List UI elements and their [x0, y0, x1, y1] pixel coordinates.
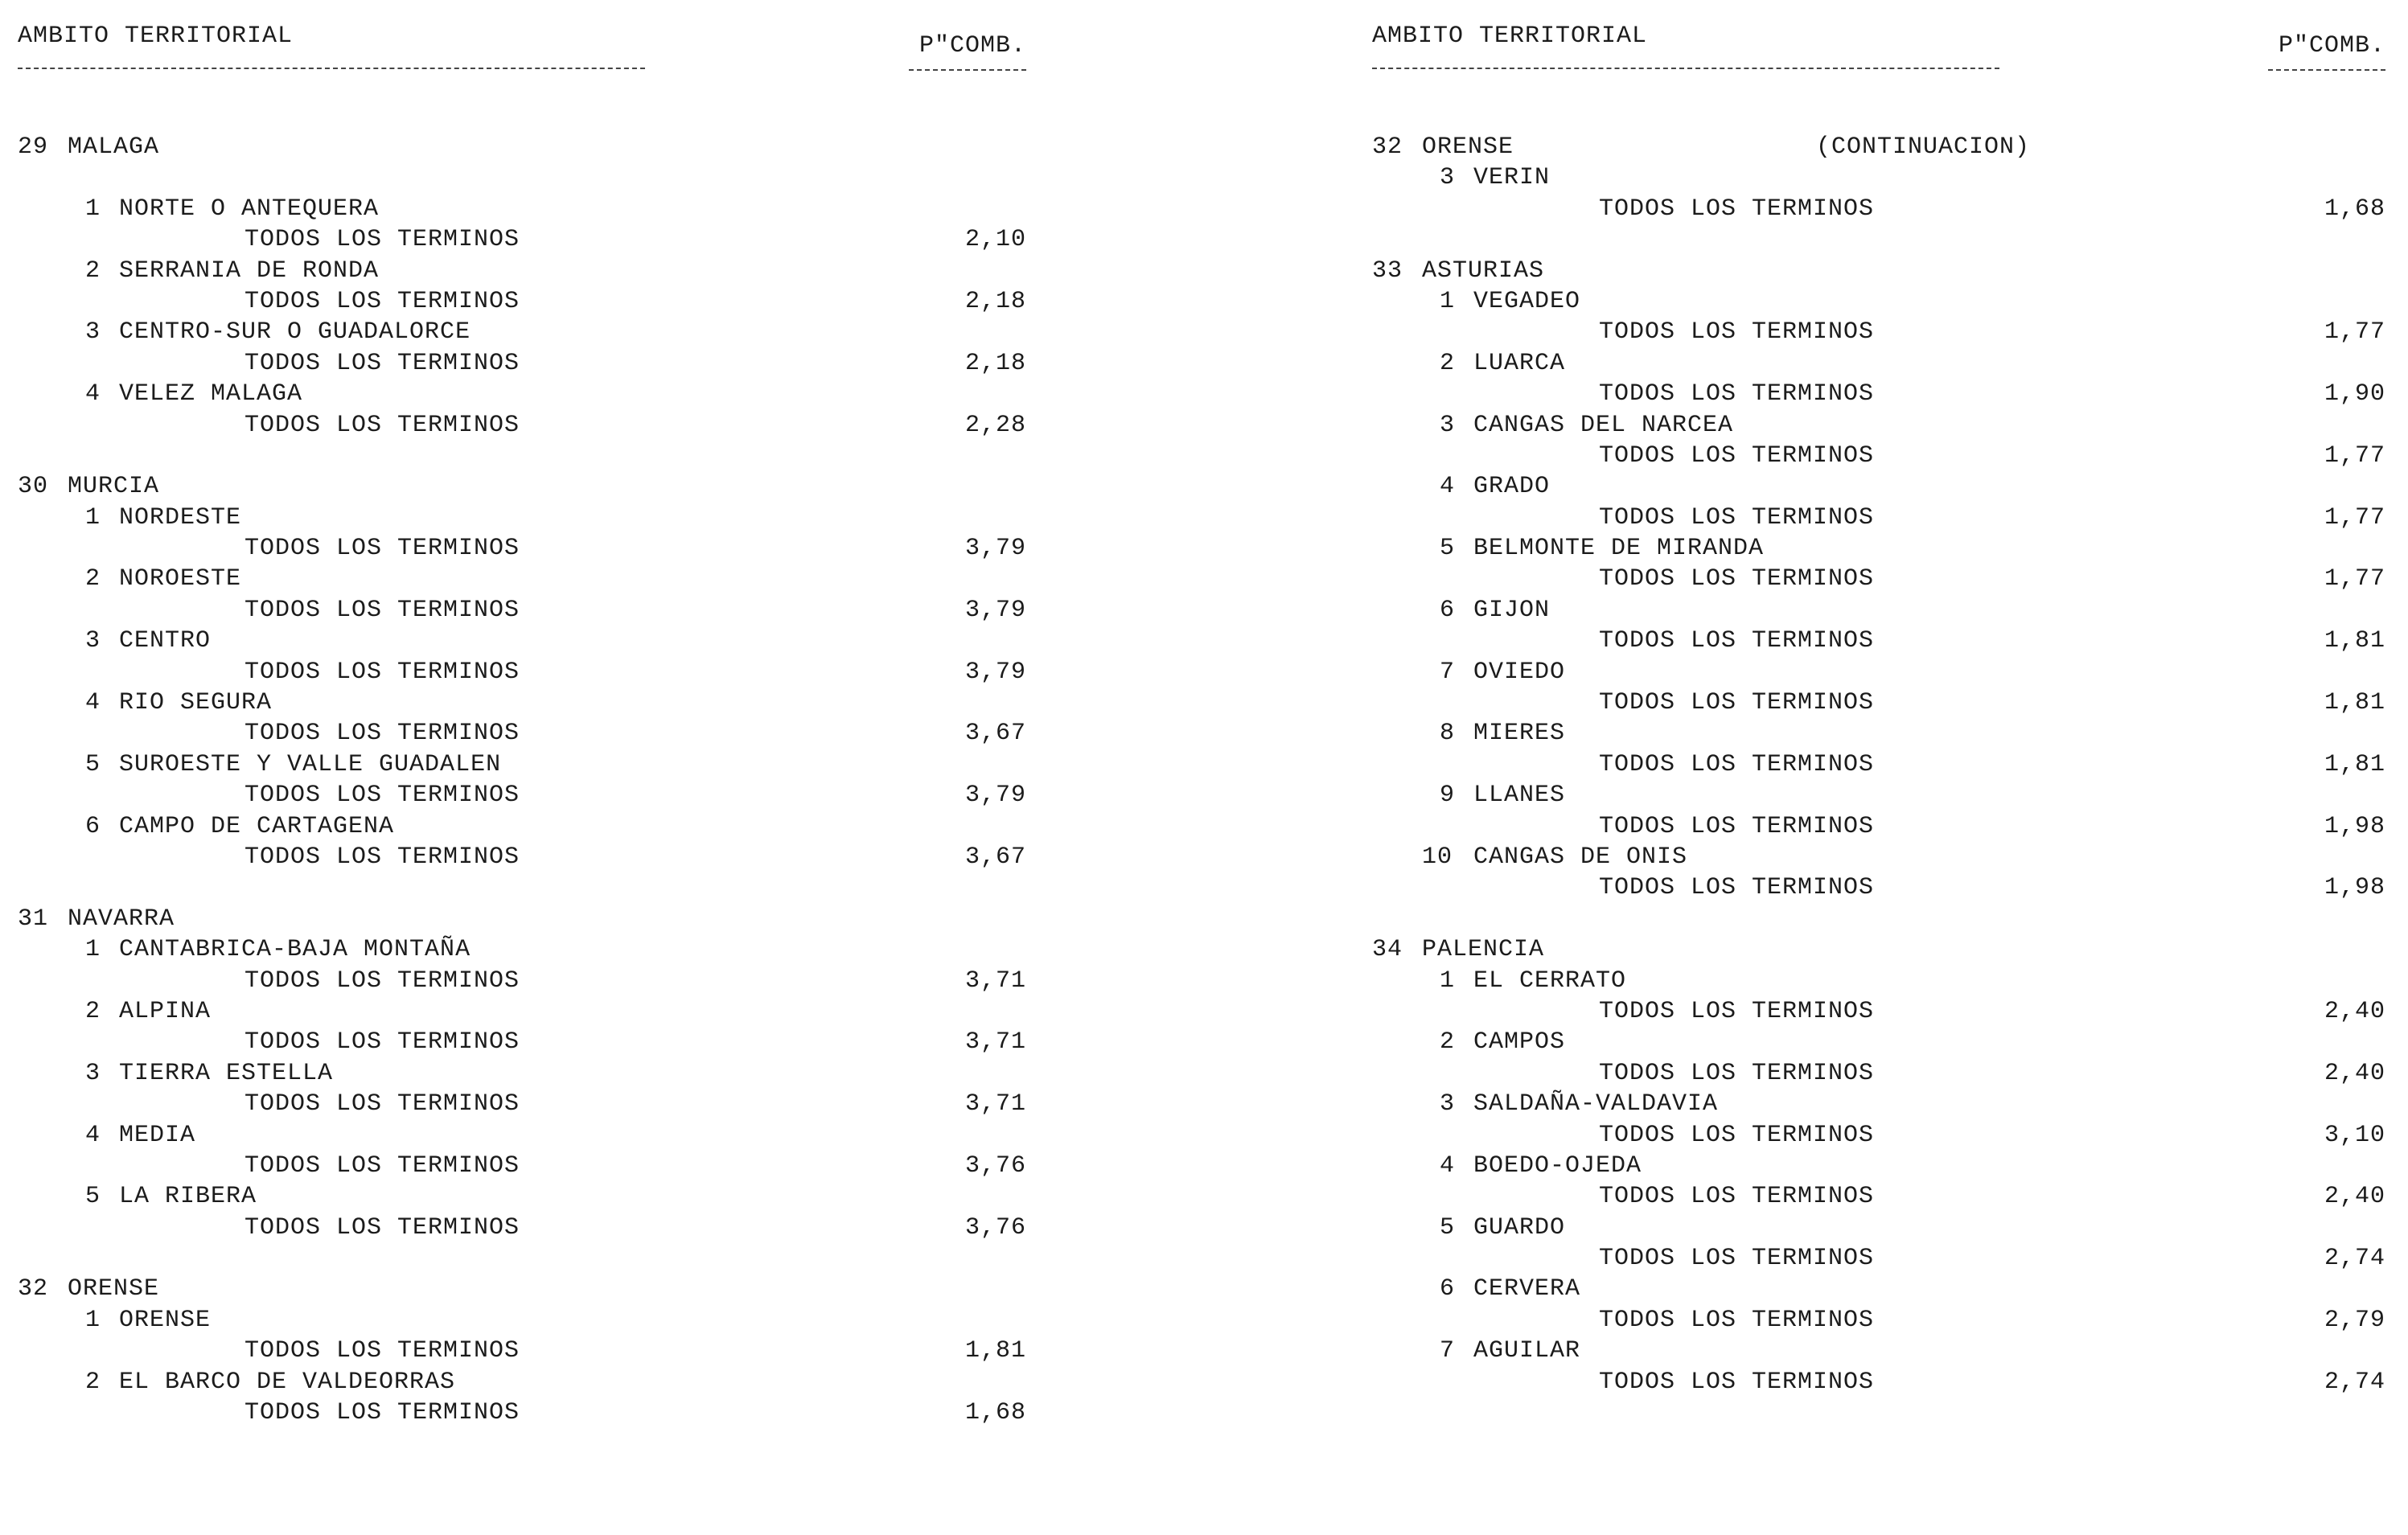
- comarca-code: 5: [1440, 535, 1456, 563]
- term-label: TODOS LOS TERMINOS: [1599, 1306, 1875, 1334]
- province-code: 33: [1372, 257, 1403, 285]
- province-name: MURCIA: [68, 473, 160, 501]
- comarca-code: 2: [85, 257, 101, 285]
- comarca-row: [1372, 1089, 2385, 1119]
- province-row: [18, 471, 1026, 502]
- comarca-name: SALDAÑA-VALDAVIA: [1473, 1090, 1719, 1118]
- term-label: TODOS LOS TERMINOS: [244, 1213, 520, 1242]
- term-row: [18, 348, 1026, 379]
- pcomb-value: 1,81: [2324, 689, 2385, 717]
- pcomb-value: 3,79: [964, 782, 1026, 810]
- term-label: TODOS LOS TERMINOS: [1599, 503, 1875, 532]
- comarca-row: [18, 379, 1026, 409]
- comarca-row: [1372, 286, 2385, 317]
- term-label: TODOS LOS TERMINOS: [244, 411, 520, 439]
- comarca-row: [1372, 410, 2385, 441]
- province-name: NAVARRA: [68, 905, 175, 933]
- comarca-code: 6: [1440, 1275, 1456, 1303]
- comarca-code: 3: [85, 1059, 101, 1087]
- province-row: [1372, 132, 2385, 162]
- pcomb-value: 1,68: [2324, 195, 2385, 223]
- term-label: TODOS LOS TERMINOS: [1599, 750, 1875, 778]
- right-column: [1372, 23, 2385, 1518]
- pcomb-value: 2,40: [2324, 997, 2385, 1025]
- comarca-code: 1: [85, 195, 101, 223]
- comarca-name: TIERRA ESTELLA: [119, 1059, 334, 1087]
- term-row: [1372, 194, 2385, 224]
- pcomb-value: 2,18: [964, 349, 1026, 377]
- comarca-code: 9: [1440, 782, 1456, 810]
- term-row: [18, 533, 1026, 564]
- term-label: TODOS LOS TERMINOS: [1599, 380, 1875, 408]
- comarca-row: [1372, 780, 2385, 811]
- pcomb-value: 3,76: [964, 1151, 1026, 1180]
- pcomb-value: 2,18: [964, 287, 1026, 315]
- comarca-row: [1372, 533, 2385, 564]
- province-row: [18, 904, 1026, 934]
- pcomb-value: 2,40: [2324, 1059, 2385, 1087]
- comarca-row: [18, 1367, 1026, 1398]
- comarca-code: 5: [1440, 1213, 1456, 1242]
- comarca-code: 1: [85, 936, 101, 964]
- province-code: 29: [18, 133, 49, 161]
- comarca-name: BOEDO-OJEDA: [1473, 1151, 1642, 1180]
- comarca-name: MIERES: [1473, 720, 1566, 748]
- term-label: TODOS LOS TERMINOS: [244, 1090, 520, 1118]
- term-label: TODOS LOS TERMINOS: [244, 843, 520, 871]
- comarca-name: VELEZ MALAGA: [119, 380, 303, 408]
- comarca-name: NORTE O ANTEQUERA: [119, 195, 380, 223]
- pcomb-value: 1,81: [2324, 750, 2385, 778]
- term-label: TODOS LOS TERMINOS: [244, 967, 520, 995]
- comarca-name: GRADO: [1473, 473, 1551, 501]
- heading-underline: [18, 68, 645, 69]
- province-code: 32: [18, 1275, 49, 1303]
- pcomb-value: 1,81: [2324, 627, 2385, 655]
- pcomb-value: 1,90: [2324, 380, 2385, 408]
- pcomb-value: 3,10: [2324, 1121, 2385, 1149]
- comarca-name: CAMPO DE CARTAGENA: [119, 812, 395, 840]
- comarca-row: [18, 564, 1026, 594]
- term-row: [18, 410, 1026, 441]
- province-code: 32: [1372, 133, 1403, 161]
- comarca-row: [18, 996, 1026, 1027]
- comarca-row: [18, 1305, 1026, 1336]
- comarca-row: [18, 194, 1026, 224]
- pcomb-value: 3,71: [964, 1028, 1026, 1057]
- term-row: [1372, 1305, 2385, 1336]
- comarca-row: [1372, 1274, 2385, 1304]
- term-label: TODOS LOS TERMINOS: [1599, 565, 1875, 593]
- comarca-name: OVIEDO: [1473, 658, 1566, 686]
- comarca-name: CENTRO-SUR O GUADALORCE: [119, 318, 471, 347]
- term-row: [1372, 564, 2385, 594]
- comarca-row: [1372, 348, 2385, 379]
- comarca-name: BELMONTE DE MIRANDA: [1473, 535, 1765, 563]
- province-name: PALENCIA: [1422, 936, 1545, 964]
- comarca-code: 3: [1440, 164, 1456, 192]
- comarca-name: EL BARCO DE VALDEORRAS: [119, 1368, 456, 1396]
- comarca-code: 5: [85, 1183, 101, 1211]
- term-row: [1372, 1243, 2385, 1274]
- term-label: TODOS LOS TERMINOS: [1599, 1245, 1875, 1273]
- province-name: ORENSE: [68, 1275, 160, 1303]
- term-row: [1372, 317, 2385, 347]
- comarca-code: 5: [85, 750, 101, 778]
- comarca-row: [18, 1120, 1026, 1151]
- comarca-row: [18, 626, 1026, 656]
- pcomb-value: 2,28: [964, 411, 1026, 439]
- term-label: TODOS LOS TERMINOS: [244, 226, 520, 254]
- term-row: [18, 224, 1026, 255]
- comarca-name: SERRANIA DE RONDA: [119, 257, 380, 285]
- comarca-code: 2: [85, 1368, 101, 1396]
- right-header: [1372, 23, 2385, 87]
- comarca-code: 7: [1440, 658, 1456, 686]
- term-label: TODOS LOS TERMINOS: [244, 596, 520, 624]
- term-label: TODOS LOS TERMINOS: [244, 1399, 520, 1427]
- comarca-name: LLANES: [1473, 782, 1566, 810]
- term-label: TODOS LOS TERMINOS: [244, 1151, 520, 1180]
- term-row: [18, 1213, 1026, 1243]
- comarca-code: 10: [1422, 843, 1453, 871]
- term-row: [18, 718, 1026, 749]
- province-name: ASTURIAS: [1422, 257, 1545, 285]
- comarca-name: VEGADEO: [1473, 287, 1581, 315]
- comarca-code: 2: [85, 997, 101, 1025]
- pcomb-underline: [909, 69, 1026, 71]
- pcomb-value: 2,79: [2324, 1306, 2385, 1334]
- term-row: [1372, 1181, 2385, 1212]
- term-label: TODOS LOS TERMINOS: [244, 658, 520, 686]
- comarca-code: 3: [85, 627, 101, 655]
- pcomb-value: 2,74: [2324, 1368, 2385, 1396]
- term-row: [18, 595, 1026, 626]
- province-row: [1372, 934, 2385, 965]
- term-label: TODOS LOS TERMINOS: [1599, 1121, 1875, 1149]
- term-row: [18, 842, 1026, 872]
- term-label: TODOS LOS TERMINOS: [1599, 689, 1875, 717]
- comarca-name: GIJON: [1473, 596, 1551, 624]
- term-label: TODOS LOS TERMINOS: [244, 1028, 520, 1057]
- comarca-row: [1372, 1213, 2385, 1243]
- comarca-name: NORDESTE: [119, 503, 242, 532]
- province-row: [18, 132, 1026, 162]
- term-label: TODOS LOS TERMINOS: [1599, 318, 1875, 347]
- term-label: TODOS LOS TERMINOS: [1599, 1059, 1875, 1087]
- comarca-row: [18, 687, 1026, 718]
- comarca-code: 1: [1440, 967, 1456, 995]
- province-name: ORENSE: [1422, 133, 1514, 161]
- comarca-code: 4: [1440, 473, 1456, 501]
- pcomb-value: 2,74: [2324, 1245, 2385, 1273]
- comarca-name: ORENSE: [119, 1306, 212, 1334]
- term-row: [1372, 749, 2385, 780]
- comarca-name: ALPINA: [119, 997, 212, 1025]
- term-row: [18, 780, 1026, 811]
- comarca-name: CERVERA: [1473, 1275, 1581, 1303]
- comarca-code: 8: [1440, 720, 1456, 748]
- comarca-row: [1372, 842, 2385, 872]
- pcomb-value: 3,79: [964, 535, 1026, 563]
- comarca-name: RIO SEGURA: [119, 689, 273, 717]
- comarca-row: [18, 1181, 1026, 1212]
- term-row: [18, 1336, 1026, 1366]
- pcomb-value: 1,81: [964, 1337, 1026, 1365]
- term-row: [1372, 1120, 2385, 1151]
- comarca-code: 7: [1440, 1337, 1456, 1365]
- comarca-code: 4: [1440, 1151, 1456, 1180]
- term-row: [18, 1151, 1026, 1181]
- comarca-name: CANTABRICA-BAJA MONTAÑA: [119, 936, 471, 964]
- term-row: [1372, 872, 2385, 903]
- comarca-row: [1372, 718, 2385, 749]
- term-row: [1372, 996, 2385, 1027]
- left-list: [18, 132, 1026, 1428]
- comarca-code: 1: [85, 503, 101, 532]
- comarca-code: 1: [1440, 287, 1456, 315]
- pcomb-value: 3,76: [964, 1213, 1026, 1242]
- pcomb-value: 1,98: [2324, 874, 2385, 902]
- comarca-row: [18, 811, 1026, 842]
- term-row: [18, 1398, 1026, 1428]
- pcomb-value: 3,67: [964, 843, 1026, 871]
- comarca-name: EL CERRATO: [1473, 967, 1627, 995]
- term-row: [1372, 1058, 2385, 1089]
- term-label: TODOS LOS TERMINOS: [1599, 1368, 1875, 1396]
- term-label: TODOS LOS TERMINOS: [244, 720, 520, 748]
- term-row: [1372, 1367, 2385, 1398]
- ambito-territorial-heading: AMBITO TERRITORIAL: [1372, 23, 1648, 50]
- ambito-territorial-heading: AMBITO TERRITORIAL: [18, 23, 294, 50]
- pcomb-value: 3,79: [964, 596, 1026, 624]
- comarca-row: [18, 749, 1026, 780]
- term-row: [1372, 441, 2385, 471]
- pcomb-value: 3,71: [964, 967, 1026, 995]
- comarca-row: [1372, 162, 2385, 193]
- province-code: 31: [18, 905, 49, 933]
- term-row: [18, 657, 1026, 687]
- province-code: 30: [18, 473, 49, 501]
- pcomb-value: 3,71: [964, 1090, 1026, 1118]
- comarca-row: [1372, 657, 2385, 687]
- comarca-name: NOROESTE: [119, 565, 242, 593]
- term-row: [1372, 687, 2385, 718]
- comarca-code: 2: [1440, 349, 1456, 377]
- term-label: TODOS LOS TERMINOS: [244, 287, 520, 315]
- comarca-row: [1372, 1336, 2385, 1366]
- pcomb-value: 1,77: [2324, 565, 2385, 593]
- pcomb-value: 2,40: [2324, 1183, 2385, 1211]
- province-row: [18, 1274, 1026, 1304]
- term-row: [1372, 626, 2385, 656]
- comarca-name: VERIN: [1473, 164, 1551, 192]
- comarca-code: 2: [1440, 1028, 1456, 1057]
- comarca-name: CANGAS DE ONIS: [1473, 843, 1688, 871]
- term-row: [18, 1089, 1026, 1119]
- comarca-row: [1372, 595, 2385, 626]
- comarca-code: 4: [85, 380, 101, 408]
- continuation-label: (CONTINUACION): [1816, 133, 2031, 161]
- term-label: TODOS LOS TERMINOS: [1599, 627, 1875, 655]
- province-name: MALAGA: [68, 133, 160, 161]
- term-row: [1372, 379, 2385, 409]
- term-row: [18, 286, 1026, 317]
- pcomb-value: 1,68: [964, 1399, 1026, 1427]
- pcomb-heading: P"COMB.: [2278, 32, 2385, 60]
- comarca-name: MEDIA: [119, 1121, 196, 1149]
- comarca-name: GUARDO: [1473, 1213, 1566, 1242]
- left-column: [18, 23, 1026, 1518]
- term-label: TODOS LOS TERMINOS: [244, 535, 520, 563]
- left-header: [18, 23, 1026, 87]
- province-row: [1372, 256, 2385, 286]
- pcomb-value: 1,77: [2324, 503, 2385, 532]
- pcomb-value: 1,98: [2324, 812, 2385, 840]
- comarca-row: [18, 503, 1026, 533]
- term-label: TODOS LOS TERMINOS: [1599, 1183, 1875, 1211]
- comarca-row: [1372, 1027, 2385, 1057]
- pcomb-value: 2,10: [964, 226, 1026, 254]
- comarca-code: 6: [1440, 596, 1456, 624]
- comarca-name: SUROESTE Y VALLE GUADALEN: [119, 750, 502, 778]
- term-label: TODOS LOS TERMINOS: [1599, 997, 1875, 1025]
- comarca-code: 6: [85, 812, 101, 840]
- comarca-row: [1372, 1151, 2385, 1181]
- right-list: [1372, 132, 2385, 1398]
- comarca-name: AGUILAR: [1473, 1337, 1581, 1365]
- heading-underline: [1372, 68, 1999, 69]
- comarca-row: [18, 317, 1026, 347]
- pcomb-value: 1,77: [2324, 318, 2385, 347]
- pcomb-underline: [2268, 69, 2385, 71]
- pcomb-value: 1,77: [2324, 441, 2385, 470]
- term-label: TODOS LOS TERMINOS: [1599, 874, 1875, 902]
- term-label: TODOS LOS TERMINOS: [1599, 195, 1875, 223]
- province-code: 34: [1372, 936, 1403, 964]
- comarca-row: [1372, 966, 2385, 996]
- term-row: [1372, 503, 2385, 533]
- term-row: [18, 1027, 1026, 1057]
- comarca-name: CENTRO: [119, 627, 212, 655]
- pcomb-value: 3,67: [964, 720, 1026, 748]
- term-row: [1372, 811, 2385, 842]
- term-label: TODOS LOS TERMINOS: [244, 782, 520, 810]
- term-label: TODOS LOS TERMINOS: [244, 1337, 520, 1365]
- term-label: TODOS LOS TERMINOS: [1599, 812, 1875, 840]
- comarca-row: [18, 256, 1026, 286]
- comarca-name: LA RIBERA: [119, 1183, 257, 1211]
- comarca-row: [18, 1058, 1026, 1089]
- comarca-row: [18, 934, 1026, 965]
- comarca-code: 4: [85, 1121, 101, 1149]
- comarca-code: 3: [1440, 411, 1456, 439]
- comarca-name: CAMPOS: [1473, 1028, 1566, 1057]
- comarca-name: CANGAS DEL NARCEA: [1473, 411, 1734, 439]
- pcomb-value: 3,79: [964, 658, 1026, 686]
- comarca-code: 3: [85, 318, 101, 347]
- comarca-code: 4: [85, 689, 101, 717]
- comarca-name: LUARCA: [1473, 349, 1566, 377]
- comarca-row: [1372, 471, 2385, 502]
- pcomb-heading: P"COMB.: [918, 32, 1026, 60]
- term-label: TODOS LOS TERMINOS: [1599, 441, 1875, 470]
- term-label: TODOS LOS TERMINOS: [244, 349, 520, 377]
- comarca-code: 3: [1440, 1090, 1456, 1118]
- comarca-code: 1: [85, 1306, 101, 1334]
- comarca-code: 2: [85, 565, 101, 593]
- term-row: [18, 966, 1026, 996]
